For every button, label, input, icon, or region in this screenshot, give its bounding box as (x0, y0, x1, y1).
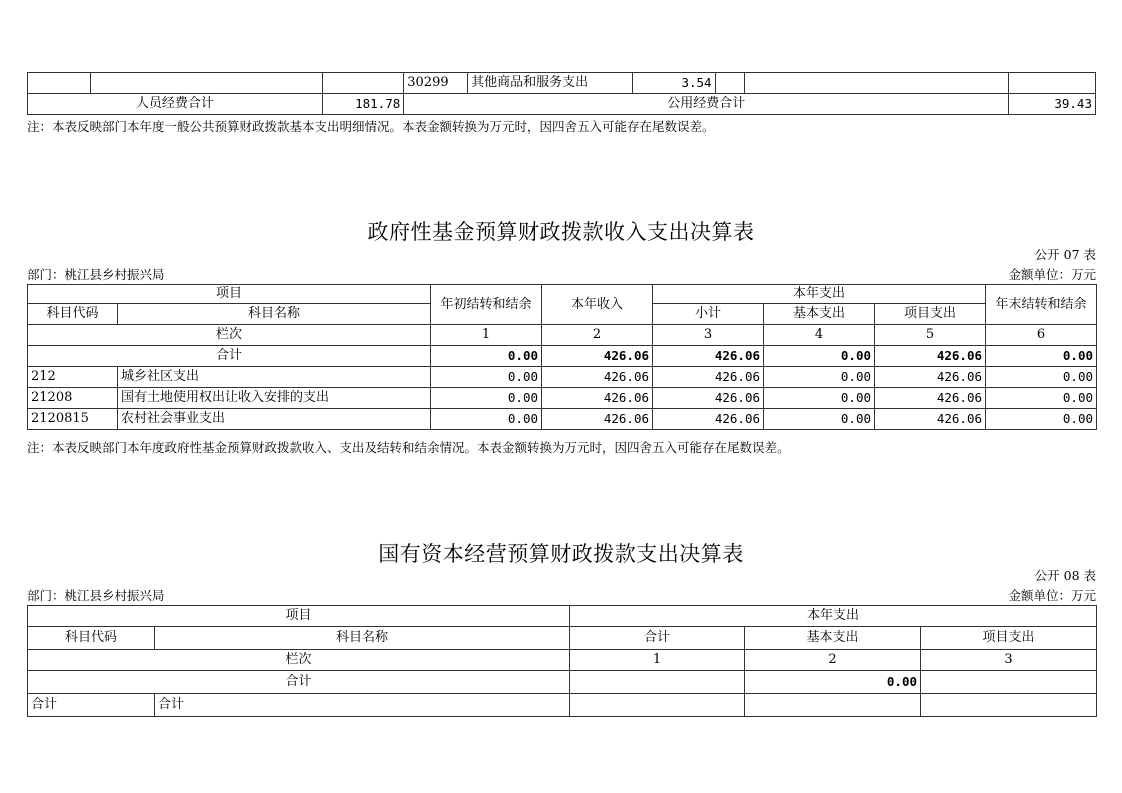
form-number: 公开 07 表 (1034, 247, 1096, 262)
total-cell: 426.06 (653, 346, 764, 367)
subject-code: 212 (28, 367, 118, 388)
total-label: 合计 (28, 671, 570, 694)
amount-cell: 0.00 (986, 409, 1097, 430)
amount-cell: 0.00 (431, 388, 542, 409)
col-num: 2 (745, 650, 921, 671)
total-cell: 0.00 (986, 346, 1097, 367)
total-label: 合计 (28, 346, 431, 367)
table-note: 注：本表反映部门本年度政府性基金预算财政拨款收入、支出及结转和结余情况。本表金额转换为万元时，因四舍五入可能存在尾数误差。 (27, 440, 790, 455)
gov-fund-table (27, 284, 1096, 430)
header-income: 本年收入 (542, 285, 653, 325)
total-cell: 426.06 (875, 346, 986, 367)
header-basic: 基本支出 (764, 304, 875, 325)
amount-cell: 426.06 (542, 388, 653, 409)
subject-code: 21208 (28, 388, 118, 409)
public-total-value: 39.43 (1009, 94, 1096, 115)
amount-cell: 426.06 (875, 367, 986, 388)
subject-code: 2120815 (28, 409, 118, 430)
header-code: 科目代码 (28, 627, 155, 650)
header-name: 科目名称 (155, 627, 570, 650)
subject-name: 合计 (155, 694, 570, 717)
column-number-row (28, 325, 1097, 346)
header-opening: 年初结转和结余 (431, 285, 542, 325)
subject-name: 城乡社区支出 (118, 367, 431, 388)
amount-cell: 426.06 (542, 409, 653, 430)
header-basic: 基本支出 (745, 627, 921, 650)
total-cell: 426.06 (542, 346, 653, 367)
subject-name: 农村社会事业支出 (118, 409, 431, 430)
page-title: 政府性基金预算财政拨款收入支出决算表 (367, 220, 755, 244)
total-cell: 0.00 (431, 346, 542, 367)
col-num: 6 (986, 325, 1097, 346)
header-expense: 本年支出 (653, 285, 986, 304)
table-row (28, 73, 1096, 94)
total-cell: 0.00 (764, 346, 875, 367)
department-label: 部门：桃江县乡村振兴局 (27, 267, 165, 282)
row-no-label: 栏次 (28, 650, 570, 671)
subject-code: 合计 (28, 694, 155, 717)
amount-cell: 0.00 (764, 388, 875, 409)
amount-cell: 0.00 (764, 367, 875, 388)
public-total-label: 公用经费合计 (404, 94, 1009, 115)
amount-cell: 0.00 (986, 388, 1097, 409)
amount-cell: 0.00 (431, 409, 542, 430)
expense-value: 3.54 (633, 73, 715, 94)
col-num: 5 (875, 325, 986, 346)
col-num: 3 (921, 650, 1097, 671)
col-num: 4 (764, 325, 875, 346)
personnel-total-label: 人员经费合计 (28, 94, 323, 115)
header-project: 项目支出 (875, 304, 986, 325)
amount-cell: 426.06 (875, 388, 986, 409)
amount-cell: 426.06 (653, 409, 764, 430)
department-label: 部门：桃江县乡村振兴局 (27, 588, 165, 603)
col-num: 3 (653, 325, 764, 346)
state-capital-table (27, 605, 1096, 717)
col-num: 1 (431, 325, 542, 346)
header-row (28, 627, 1097, 650)
amount-cell: 0.00 (986, 367, 1097, 388)
table-row (28, 367, 1097, 388)
expense-code: 30299 (404, 73, 468, 94)
table-row (28, 388, 1097, 409)
form-number: 公开 08 表 (1034, 568, 1096, 583)
header-expense: 本年支出 (570, 606, 1097, 627)
total-row (28, 671, 1097, 694)
header-item: 项目 (28, 285, 431, 304)
amount-cell: 426.06 (542, 367, 653, 388)
expense-name: 其他商品和服务支出 (468, 73, 633, 94)
header-total: 合计 (570, 627, 745, 650)
col-num: 2 (542, 325, 653, 346)
unit-label: 金额单位：万元 (1008, 267, 1096, 282)
public-expense-detail-table-fragment (27, 72, 1096, 115)
summary-row (28, 94, 1096, 115)
row-no-label: 栏次 (28, 325, 431, 346)
amount-cell: 0.00 (764, 409, 875, 430)
header-row (28, 285, 1097, 304)
table-row (28, 694, 1097, 717)
subject-name: 国有土地使用权出让收入安排的支出 (118, 388, 431, 409)
page-title: 国有资本经营预算财政拨款支出决算表 (378, 542, 744, 566)
table-note: 注：本表反映部门本年度一般公共预算财政拨款基本支出明细情况。本表金额转换为万元时，因四舍五入可能存在尾数误差。 (27, 119, 715, 134)
header-subtotal: 小计 (653, 304, 764, 325)
amount-cell: 426.06 (653, 367, 764, 388)
amount-cell: 426.06 (653, 388, 764, 409)
table-row (28, 409, 1097, 430)
total-basic-cell: 0.00 (745, 671, 921, 694)
col-num: 1 (570, 650, 745, 671)
header-closing: 年末结转和结余 (986, 285, 1097, 325)
header-name: 科目名称 (118, 304, 431, 325)
total-row (28, 346, 1097, 367)
header-code: 科目代码 (28, 304, 118, 325)
column-number-row (28, 650, 1097, 671)
amount-cell: 0.00 (431, 367, 542, 388)
personnel-total-value: 181.78 (322, 94, 403, 115)
header-item: 项目 (28, 606, 570, 627)
amount-cell: 426.06 (875, 409, 986, 430)
header-row (28, 606, 1097, 627)
unit-label: 金额单位：万元 (1008, 588, 1096, 603)
header-project: 项目支出 (921, 627, 1097, 650)
